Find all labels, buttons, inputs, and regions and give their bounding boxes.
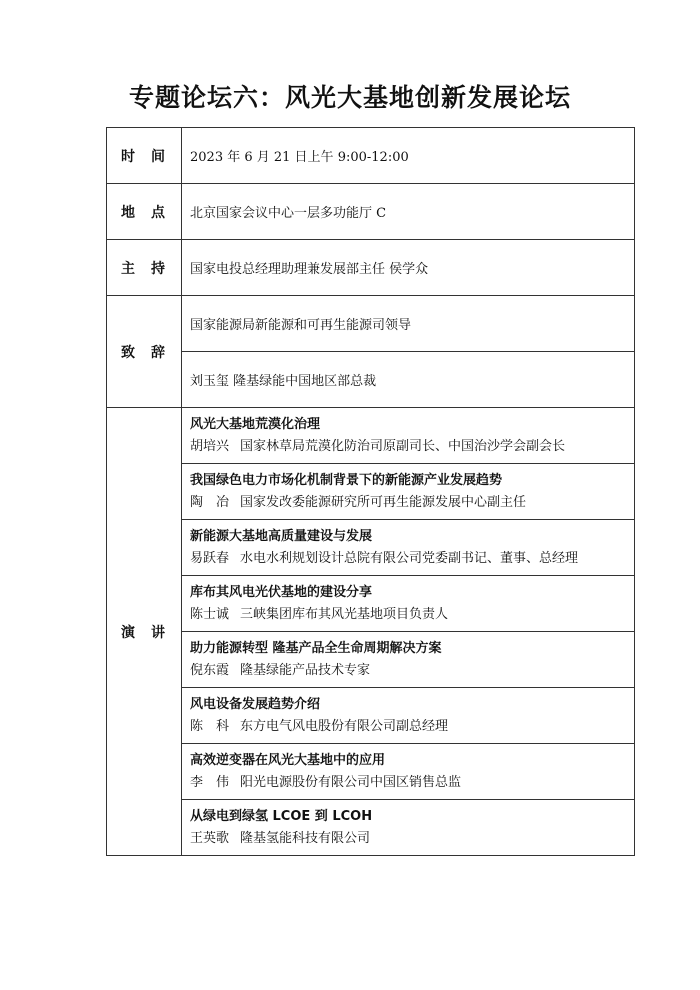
talk-title: 我国绿色电力市场化机制背景下的新能源产业发展趋势 (190, 472, 503, 488)
label-time: 时 间 (107, 128, 182, 184)
talk-cell (182, 744, 635, 800)
talk-row (107, 632, 635, 688)
speaker-role: 国家发改委能源研究所可再生能源发展中心副主任 (240, 494, 527, 510)
row-speech-1 (107, 296, 635, 352)
label-talks: 演 讲 (107, 408, 182, 856)
row-speech-2 (107, 352, 635, 408)
speaker-role: 国家林草局荒漠化防治司原副司长、中国治沙学会副会长 (240, 438, 566, 454)
talk-cell (182, 576, 635, 632)
speaker-role: 隆基氢能科技有限公司 (240, 830, 371, 846)
label-speech: 致 辞 (107, 296, 182, 408)
agenda-table (106, 127, 635, 856)
talk-cell (182, 520, 635, 576)
row-time (107, 128, 635, 184)
speaker-name: 易跃春 (190, 550, 230, 566)
talk-row (107, 576, 635, 632)
talk-cell (182, 688, 635, 744)
page-title: 专题论坛六：风光大基地创新发展论坛 (128, 83, 571, 112)
speaker-role: 阳光电源股份有限公司中国区销售总监 (240, 774, 462, 790)
talk-title: 高效逆变器在风光大基地中的应用 (190, 752, 386, 768)
speaker-name: 陈士诚 (190, 606, 230, 622)
talk-cell (182, 632, 635, 688)
talk-row (107, 800, 635, 856)
speech-item: 刘玉玺 隆基绿能中国地区部总裁 (182, 352, 635, 408)
speaker-name: 李 伟 (190, 774, 230, 790)
label-place: 地 点 (107, 184, 182, 240)
talk-title: 风光大基地荒漠化治理 (190, 416, 321, 432)
speaker-name: 王英歌 (190, 830, 230, 846)
talk-row (107, 464, 635, 520)
speaker-name: 倪东霞 (190, 662, 230, 678)
talk-title: 库布其风电光伏基地的建设分享 (190, 584, 373, 600)
value-time: 2023 年 6 月 21 日上午 9:00-12:00 (182, 128, 635, 184)
talk-cell (182, 464, 635, 520)
talk-row (107, 688, 635, 744)
speaker-name: 陈 科 (190, 718, 230, 734)
row-place (107, 184, 635, 240)
talk-cell (182, 408, 635, 464)
speaker-role: 隆基绿能产品技术专家 (240, 662, 371, 678)
label-host: 主 持 (107, 240, 182, 296)
speaker-role: 三峡集团库布其风光基地项目负责人 (240, 606, 449, 622)
talk-row (107, 520, 635, 576)
talk-title: 助力能源转型 隆基产品全生命周期解决方案 (190, 640, 442, 656)
speaker-name: 陶 冶 (190, 494, 230, 510)
talk-title: 新能源大基地高质量建设与发展 (190, 528, 373, 544)
value-host: 国家电投总经理助理兼发展部主任 侯学众 (182, 240, 635, 296)
value-place: 北京国家会议中心一层多功能厅 C (182, 184, 635, 240)
talk-row (107, 744, 635, 800)
talk-title: 从绿电到绿氢 LCOE 到 LCOH (190, 808, 373, 824)
talk-title: 风电设备发展趋势介绍 (190, 696, 321, 712)
talk-row (107, 408, 635, 464)
row-host (107, 240, 635, 296)
speaker-name: 胡培兴 (190, 438, 230, 454)
talk-cell (182, 800, 635, 856)
speaker-role: 东方电气风电股份有限公司副总经理 (240, 718, 449, 734)
speaker-role: 水电水利规划设计总院有限公司党委副书记、董事、总经理 (240, 550, 579, 566)
speech-item: 国家能源局新能源和可再生能源司领导 (182, 296, 635, 352)
